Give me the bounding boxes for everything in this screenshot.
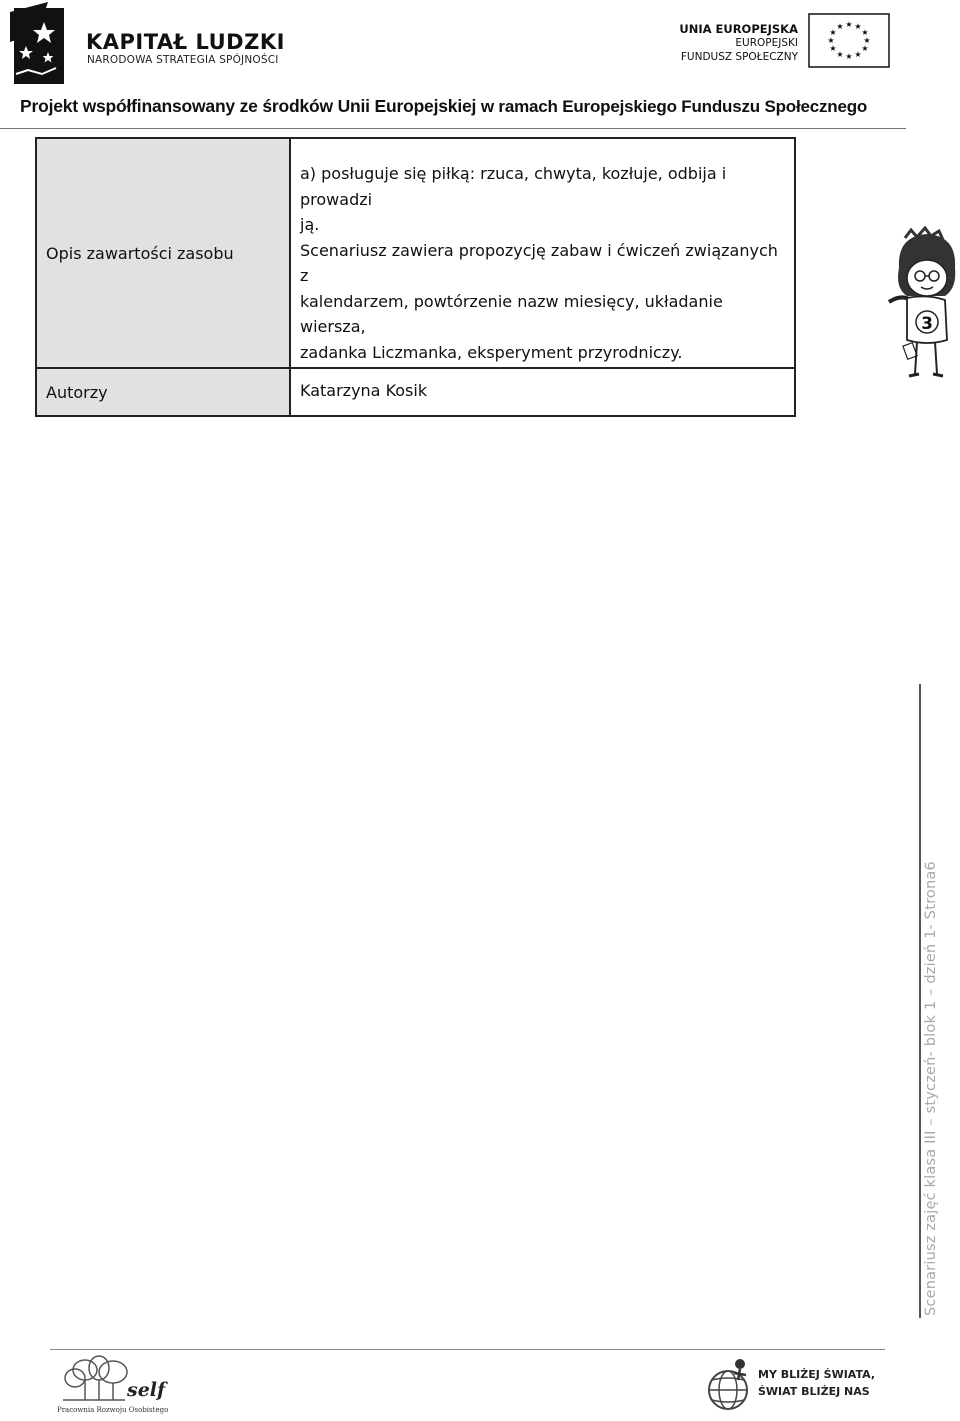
self-caption: Pracownia Rozwoju Osobistego bbox=[57, 1406, 169, 1414]
header-divider bbox=[0, 128, 906, 129]
svg-text:★: ★ bbox=[829, 44, 837, 53]
brand-subtitle: NARODOWA STRATEGIA SPÓJNOŚCI bbox=[87, 54, 279, 66]
kapital-ludzki-logo-icon bbox=[8, 2, 68, 86]
svg-text:★: ★ bbox=[829, 28, 837, 37]
eu-line-1: UNIA EUROPEJSKA bbox=[679, 22, 798, 36]
svg-text:★: ★ bbox=[854, 50, 862, 59]
row-value-description bbox=[290, 138, 795, 368]
table-row bbox=[36, 138, 795, 368]
page-footer-vertical: Scenariusz zajęć klasa III – styczeń- blok 1 – dzień 1- Strona6 bbox=[923, 861, 939, 1316]
side-divider bbox=[919, 684, 921, 1318]
motto-line-2: ŚWIAT BLIŻEJ NAS bbox=[758, 1385, 870, 1398]
cofunding-statement bbox=[20, 96, 867, 117]
eu-line-2: EUROPEJSKI bbox=[735, 37, 798, 49]
svg-text:★: ★ bbox=[827, 36, 835, 45]
svg-text:★: ★ bbox=[845, 52, 853, 61]
description-line: Scenariusz zawiera propozycję zabaw i ćwiczeń związanych z bbox=[300, 240, 778, 285]
self-logo-icon bbox=[55, 1352, 166, 1406]
svg-text:★: ★ bbox=[863, 36, 871, 45]
svg-text:★: ★ bbox=[861, 28, 869, 37]
eu-label bbox=[679, 22, 798, 64]
row-label-authors: Autorzy bbox=[36, 368, 290, 416]
description-line: zadanka Liczmanka, eksperyment przyrodniczy. bbox=[300, 342, 683, 362]
table-row bbox=[36, 368, 795, 416]
svg-text:★: ★ bbox=[854, 22, 862, 31]
footer-divider bbox=[50, 1349, 885, 1350]
mascot-number: 3 bbox=[921, 314, 933, 334]
svg-text:★: ★ bbox=[845, 20, 853, 29]
motto-line-1: MY BLIŻEJ ŚWIATA, bbox=[758, 1368, 875, 1381]
description-line: ją. bbox=[300, 215, 320, 234]
motto bbox=[758, 1366, 875, 1400]
eu-flag-icon bbox=[808, 13, 890, 68]
cofunding-part-2: w ramach Europejskiego Funduszu Społecznego bbox=[480, 97, 868, 116]
brand-title: KAPITAŁ LUDZKI bbox=[86, 30, 285, 54]
svg-text:★: ★ bbox=[861, 44, 869, 53]
row-value-authors: Katarzyna Kosik bbox=[290, 368, 795, 416]
cofunding-part-1: Projekt współfinansowany ze środków Unii Europejskiej bbox=[20, 96, 477, 116]
eu-line-3: FUNDUSZ SPOŁECZNY bbox=[680, 51, 798, 63]
globe-logo-icon bbox=[704, 1356, 754, 1416]
description-line: kalendarzem, powtórzenie nazw miesięcy, układanie wiersza, bbox=[300, 291, 723, 336]
resource-info-table bbox=[35, 137, 796, 417]
row-label-description: Opis zawartości zasobu bbox=[36, 138, 290, 368]
page-header bbox=[0, 0, 960, 132]
svg-text:★: ★ bbox=[836, 22, 844, 31]
description-line: a) posługuje się piłką: rzuca, chwyta, kozłuje, odbija i prowadzi bbox=[300, 164, 727, 209]
mascot-girl-illustration-icon bbox=[887, 228, 959, 380]
svg-text:★: ★ bbox=[836, 50, 844, 59]
self-mark: self bbox=[127, 1379, 166, 1401]
